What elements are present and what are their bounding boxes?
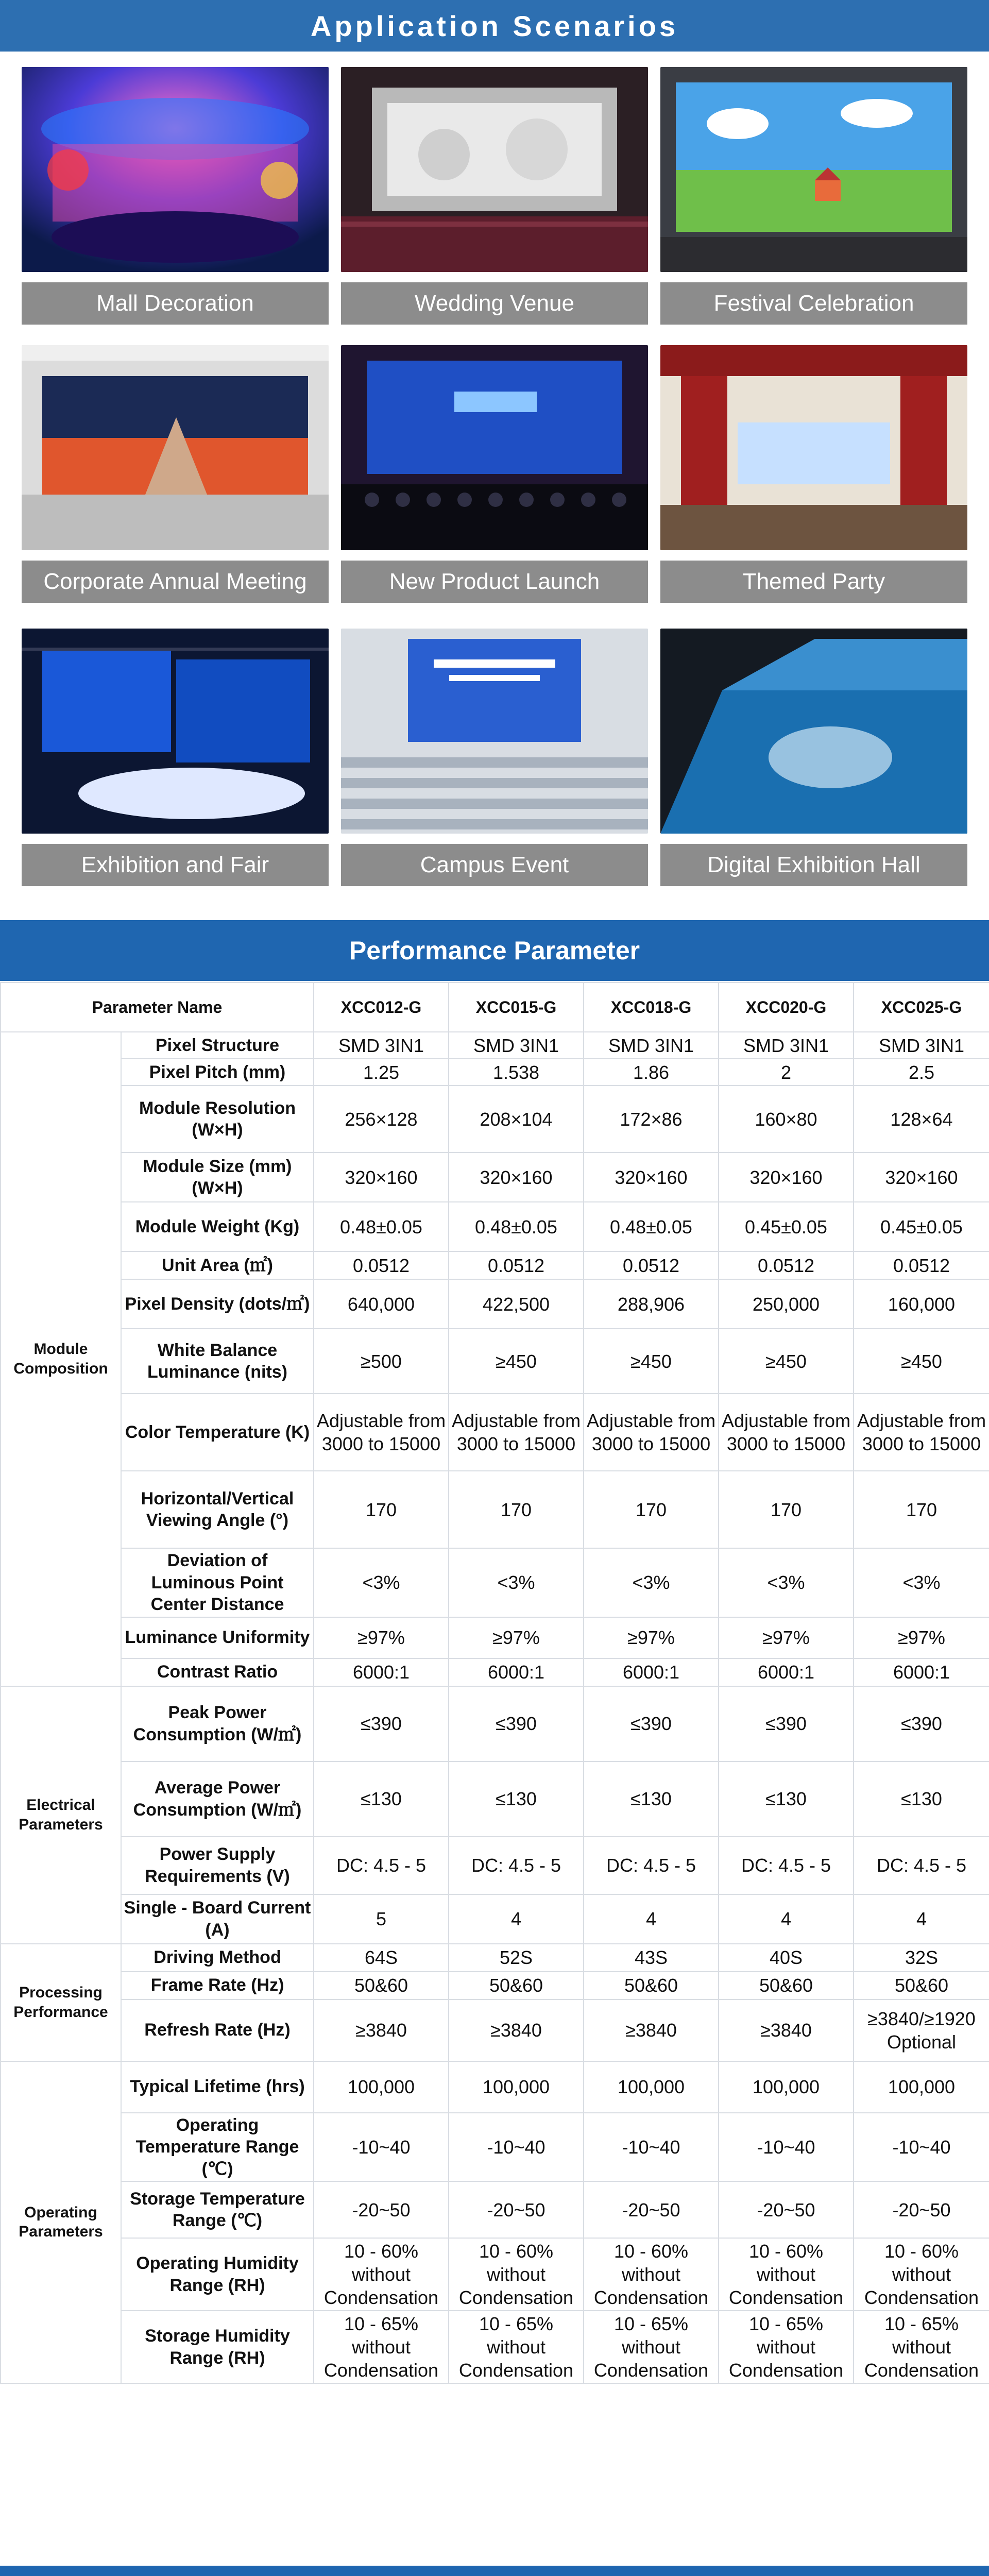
param-value: DC: 4.5 - 5: [314, 1837, 449, 1894]
scenario-label: New Product Launch: [341, 561, 648, 603]
param-label: Peak Power Consumption (W/㎡): [121, 1686, 314, 1761]
param-label: Pixel Structure: [121, 1032, 314, 1059]
param-label: Driving Method: [121, 1944, 314, 1972]
param-value: -20~50: [314, 2181, 449, 2238]
param-value: 100,000: [314, 2061, 449, 2113]
param-value: ≤390: [719, 1686, 854, 1761]
param-value: 50&60: [719, 1972, 854, 1999]
param-value: 64S: [314, 1944, 449, 1972]
param-value: Adjustable from 3000 to 15000: [314, 1394, 449, 1471]
param-value: 4: [854, 1894, 989, 1944]
param-value: 208×104: [449, 1086, 584, 1153]
param-value: 43S: [584, 1944, 719, 1972]
table-row: [1, 1837, 989, 1894]
param-value: <3%: [719, 1548, 854, 1617]
table-row: [1, 1059, 989, 1086]
param-value: ≥3840: [719, 1999, 854, 2061]
param-value: ≥450: [719, 1329, 854, 1394]
param-value: 320×160: [314, 1153, 449, 1202]
param-value: 0.48±0.05: [449, 1202, 584, 1251]
param-value: 100,000: [719, 2061, 854, 2113]
scenario-card[interactable]: [22, 67, 329, 325]
param-value: ≤130: [449, 1761, 584, 1837]
param-value: ≥97%: [584, 1617, 719, 1658]
param-value: ≥97%: [314, 1617, 449, 1658]
param-value: SMD 3IN1: [719, 1032, 854, 1059]
param-value: 4: [719, 1894, 854, 1944]
param-label: Single - Board Current (A): [121, 1894, 314, 1944]
param-value: ≤390: [314, 1686, 449, 1761]
table-row: [1, 1617, 989, 1658]
model-header: XCC025-G: [854, 982, 989, 1032]
table-row: [1, 1086, 989, 1153]
section-title: Application Scenarios: [310, 9, 679, 42]
param-label: Unit Area (㎡): [121, 1251, 314, 1279]
param-value: 6000:1: [314, 1658, 449, 1686]
param-value: ≤130: [314, 1761, 449, 1837]
param-value: 10 - 60% without Condensation: [854, 2238, 989, 2311]
param-value: 170: [584, 1471, 719, 1548]
param-value: ≤390: [449, 1686, 584, 1761]
param-value: 6000:1: [719, 1658, 854, 1686]
param-value: -20~50: [449, 2181, 584, 2238]
param-label: Module Weight (Kg): [121, 1202, 314, 1251]
table-row: [1, 2181, 989, 2238]
scenario-label: Corporate Annual Meeting: [22, 561, 329, 603]
param-value: 6000:1: [449, 1658, 584, 1686]
param-value: 50&60: [854, 1972, 989, 1999]
param-label: Operating Temperature Range (℃): [121, 2113, 314, 2182]
param-value: ≤130: [719, 1761, 854, 1837]
param-value: 170: [449, 1471, 584, 1548]
param-label: Average Power Consumption (W/㎡): [121, 1761, 314, 1837]
param-value: 4: [449, 1894, 584, 1944]
param-value: ≤390: [854, 1686, 989, 1761]
table-row: [1, 2238, 989, 2311]
group-label: Electrical Parameters: [1, 1686, 121, 1944]
param-label: Luminance Uniformity: [121, 1617, 314, 1658]
param-value: ≥3840: [449, 1999, 584, 2061]
param-value: ≥450: [854, 1329, 989, 1394]
param-value: 0.0512: [314, 1251, 449, 1279]
param-value: 320×160: [449, 1153, 584, 1202]
scenario-card[interactable]: [660, 629, 967, 886]
param-value: 320×160: [854, 1153, 989, 1202]
param-value: 10 - 65% without Condensation: [449, 2311, 584, 2383]
param-label: Frame Rate (Hz): [121, 1972, 314, 1999]
param-value: 10 - 65% without Condensation: [719, 2311, 854, 2383]
param-value: 6000:1: [854, 1658, 989, 1686]
param-value: 422,500: [449, 1279, 584, 1329]
param-value: 100,000: [854, 2061, 989, 2113]
group-label: Processing Performance: [1, 1944, 121, 2061]
scenario-label: Wedding Venue: [341, 282, 648, 325]
param-value: 288,906: [584, 1279, 719, 1329]
scenario-grid: [0, 57, 989, 912]
param-value: 0.0512: [719, 1251, 854, 1279]
param-value: 170: [314, 1471, 449, 1548]
param-value: 10 - 60% without Condensation: [314, 2238, 449, 2311]
param-value: DC: 4.5 - 5: [719, 1837, 854, 1894]
param-value: 50&60: [584, 1972, 719, 1999]
param-value: DC: 4.5 - 5: [584, 1837, 719, 1894]
param-value: SMD 3IN1: [584, 1032, 719, 1059]
param-value: -20~50: [719, 2181, 854, 2238]
param-value: ≥3840: [314, 1999, 449, 2061]
param-value: 50&60: [449, 1972, 584, 1999]
param-value: Adjustable from 3000 to 15000: [449, 1394, 584, 1471]
param-label: Operating Humidity Range (RH): [121, 2238, 314, 2311]
scenario-image: [341, 345, 648, 550]
param-value: 170: [854, 1471, 989, 1548]
scenario-image: [22, 345, 329, 550]
scenario-image: [341, 629, 648, 834]
table-row: [1, 1658, 989, 1686]
param-label: Contrast Ratio: [121, 1658, 314, 1686]
param-value: Adjustable from 3000 to 15000: [854, 1394, 989, 1471]
param-value: SMD 3IN1: [314, 1032, 449, 1059]
param-label: Typical Lifetime (hrs): [121, 2061, 314, 2113]
table-row: [1, 1894, 989, 1944]
param-value: 10 - 65% without Condensation: [314, 2311, 449, 2383]
param-value: ≥450: [584, 1329, 719, 1394]
scenario-card[interactable]: [660, 67, 967, 325]
param-value: ≥97%: [449, 1617, 584, 1658]
param-label: Horizontal/Vertical Viewing Angle (°): [121, 1471, 314, 1548]
table-row: [1, 1548, 989, 1617]
model-header: XCC012-G: [314, 982, 449, 1032]
scenario-card[interactable]: [22, 629, 329, 886]
param-name-header: Parameter Name: [1, 982, 314, 1032]
param-value: <3%: [314, 1548, 449, 1617]
param-value: <3%: [584, 1548, 719, 1617]
param-value: 1.86: [584, 1059, 719, 1086]
param-value: DC: 4.5 - 5: [854, 1837, 989, 1894]
param-label: Deviation of Luminous Point Center Distance: [121, 1548, 314, 1617]
scenario-card[interactable]: [22, 345, 329, 603]
param-value: ≥97%: [719, 1617, 854, 1658]
table-row: [1, 1972, 989, 1999]
table-row: [1, 1686, 989, 1761]
param-value: ≤390: [584, 1686, 719, 1761]
param-value: 52S: [449, 1944, 584, 1972]
param-label: Storage Humidity Range (RH): [121, 2311, 314, 2383]
table-row: [1, 2113, 989, 2182]
table-row: [1, 1329, 989, 1394]
param-value: ≥3840/≥1920 Optional: [854, 1999, 989, 2061]
param-value: 40S: [719, 1944, 854, 1972]
param-value: 128×64: [854, 1086, 989, 1153]
table-row: [1, 1153, 989, 1202]
scenario-card[interactable]: [341, 67, 648, 325]
param-value: 0.0512: [584, 1251, 719, 1279]
table-row: [1, 2061, 989, 2113]
param-value: ≥500: [314, 1329, 449, 1394]
table-row: [1, 1251, 989, 1279]
param-value: 10 - 60% without Condensation: [719, 2238, 854, 2311]
param-value: 100,000: [449, 2061, 584, 2113]
product-features-banner: [0, 2566, 989, 2576]
param-value: ≤130: [854, 1761, 989, 1837]
param-value: -20~50: [854, 2181, 989, 2238]
model-header: XCC018-G: [584, 982, 719, 1032]
param-label: Pixel Pitch (mm): [121, 1059, 314, 1086]
scenario-image: [660, 345, 967, 550]
model-header: XCC015-G: [449, 982, 584, 1032]
scenario-label: Themed Party: [660, 561, 967, 603]
model-header: XCC020-G: [719, 982, 854, 1032]
param-value: 320×160: [719, 1153, 854, 1202]
param-value: 1.538: [449, 1059, 584, 1086]
param-value: 0.45±0.05: [854, 1202, 989, 1251]
param-value: 10 - 65% without Condensation: [584, 2311, 719, 2383]
param-value: -10~40: [854, 2113, 989, 2182]
group-label: Module Composition: [1, 1032, 121, 1686]
param-value: ≥450: [449, 1329, 584, 1394]
param-value: 256×128: [314, 1086, 449, 1153]
table-row: [1, 2311, 989, 2383]
param-label: Refresh Rate (Hz): [121, 1999, 314, 2061]
param-value: -10~40: [719, 2113, 854, 2182]
scenario-label: Digital Exhibition Hall: [660, 844, 967, 886]
table-row: [1, 1032, 989, 1059]
param-value: SMD 3IN1: [449, 1032, 584, 1059]
param-value: 4: [584, 1894, 719, 1944]
param-value: <3%: [854, 1548, 989, 1617]
table-row: [1, 1394, 989, 1471]
param-label: Module Size (mm) (W×H): [121, 1153, 314, 1202]
param-value: 0.45±0.05: [719, 1202, 854, 1251]
section-title: Performance Parameter: [349, 936, 640, 965]
scenario-image: [660, 629, 967, 834]
scenario-label: Festival Celebration: [660, 282, 967, 325]
param-value: -10~40: [314, 2113, 449, 2182]
param-label: Module Resolution (W×H): [121, 1086, 314, 1153]
scenario-image: [341, 67, 648, 272]
param-value: 160,000: [854, 1279, 989, 1329]
table-row: [1, 1761, 989, 1837]
table-row: [1, 1999, 989, 2061]
param-value: ≥3840: [584, 1999, 719, 2061]
scenario-card[interactable]: [660, 345, 967, 603]
param-value: 640,000: [314, 1279, 449, 1329]
param-value: 50&60: [314, 1972, 449, 1999]
table-row: [1, 1471, 989, 1548]
param-value: Adjustable from 3000 to 15000: [584, 1394, 719, 1471]
param-value: 160×80: [719, 1086, 854, 1153]
param-value: <3%: [449, 1548, 584, 1617]
param-value: 0.48±0.05: [584, 1202, 719, 1251]
param-value: 1.25: [314, 1059, 449, 1086]
scenario-card[interactable]: [341, 345, 648, 603]
param-label: Power Supply Requirements (V): [121, 1837, 314, 1894]
param-value: 2.5: [854, 1059, 989, 1086]
application-scenarios-banner: [0, 0, 989, 52]
param-label: Storage Temperature Range (℃): [121, 2181, 314, 2238]
scenario-image: [22, 629, 329, 834]
param-value: -10~40: [584, 2113, 719, 2182]
param-value: 32S: [854, 1944, 989, 1972]
table-row: [1, 1944, 989, 1972]
parameter-table: [0, 982, 989, 2384]
param-label: Color Temperature (K): [121, 1394, 314, 1471]
param-value: 6000:1: [584, 1658, 719, 1686]
scenario-label: Exhibition and Fair: [22, 844, 329, 886]
param-value: 0.0512: [449, 1251, 584, 1279]
param-value: 100,000: [584, 2061, 719, 2113]
param-value: DC: 4.5 - 5: [449, 1837, 584, 1894]
param-value: 2: [719, 1059, 854, 1086]
table-row: [1, 1279, 989, 1329]
scenario-image: [22, 67, 329, 272]
param-value: ≤130: [584, 1761, 719, 1837]
scenario-label: Mall Decoration: [22, 282, 329, 325]
param-value: 320×160: [584, 1153, 719, 1202]
scenario-card[interactable]: [341, 629, 648, 886]
param-value: 10 - 60% without Condensation: [584, 2238, 719, 2311]
param-value: SMD 3IN1: [854, 1032, 989, 1059]
param-value: ≥97%: [854, 1617, 989, 1658]
param-value: 170: [719, 1471, 854, 1548]
performance-parameter-banner: [0, 920, 989, 981]
param-value: 250,000: [719, 1279, 854, 1329]
table-row: [1, 1202, 989, 1251]
table-header-row: [1, 982, 989, 1032]
scenario-image: [660, 67, 967, 272]
param-value: 10 - 65% without Condensation: [854, 2311, 989, 2383]
param-value: 0.48±0.05: [314, 1202, 449, 1251]
param-label: Pixel Density (dots/㎡): [121, 1279, 314, 1329]
param-label: White Balance Luminance (nits): [121, 1329, 314, 1394]
scenario-label: Campus Event: [341, 844, 648, 886]
param-value: -20~50: [584, 2181, 719, 2238]
param-value: -10~40: [449, 2113, 584, 2182]
param-value: 10 - 60% without Condensation: [449, 2238, 584, 2311]
param-value: 172×86: [584, 1086, 719, 1153]
group-label: Operating Parameters: [1, 2061, 121, 2384]
param-value: Adjustable from 3000 to 15000: [719, 1394, 854, 1471]
param-value: 0.0512: [854, 1251, 989, 1279]
param-value: 5: [314, 1894, 449, 1944]
